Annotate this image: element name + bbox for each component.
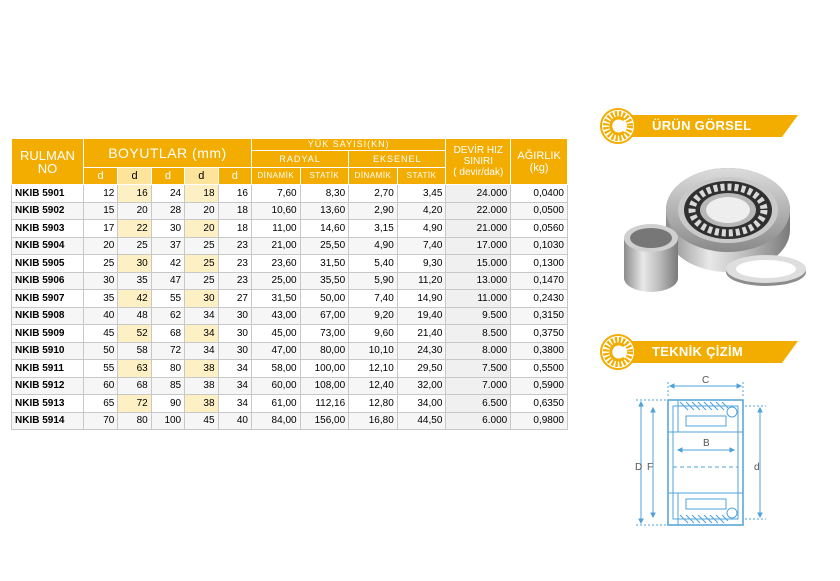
bearing-no-cell: NKIB 5914	[12, 412, 84, 430]
table-cell: 16	[218, 185, 251, 203]
table-row	[12, 202, 568, 220]
table-cell: 34	[185, 342, 218, 360]
table-cell: 17.000	[446, 237, 511, 255]
table-cell: 14,60	[300, 220, 349, 238]
dim-f-label: F	[647, 462, 654, 473]
table-row	[12, 237, 568, 255]
table-cell: 70	[83, 412, 117, 430]
table-cell: 0,6350	[511, 395, 568, 413]
header-yuk-sayisi: YÜK SAYISI(KN)	[251, 139, 445, 151]
table-cell: 61,00	[251, 395, 300, 413]
table-row	[12, 307, 568, 325]
table-cell: 21.000	[446, 220, 511, 238]
table-cell: 22	[118, 220, 151, 238]
table-cell: 35,50	[300, 272, 349, 290]
table-cell: 28	[151, 202, 184, 220]
table-cell: 34	[185, 325, 218, 343]
table-cell: 68	[118, 377, 151, 395]
table-cell: 15	[83, 202, 117, 220]
header-agirlik-line1: AĞIRLIK	[517, 149, 561, 162]
header-boyutlar: BOYUTLAR (mm)	[83, 139, 251, 168]
table-cell: 11,20	[397, 272, 446, 290]
header-devir-line2: SINIRI	[463, 156, 494, 167]
table-cell: 0,0500	[511, 202, 568, 220]
dim-d-upper-label: D	[635, 462, 643, 473]
header-radyal-statik: STATİK	[300, 168, 349, 185]
table-cell: 20	[118, 202, 151, 220]
table-cell: 18	[218, 220, 251, 238]
table-cell: 6.500	[446, 395, 511, 413]
table-cell: 20	[83, 237, 117, 255]
dim-d-lower-label: d	[754, 462, 760, 473]
table-cell: 67,00	[300, 307, 349, 325]
bearing-no-cell: NKIB 5901	[12, 185, 84, 203]
table-cell: 0,0560	[511, 220, 568, 238]
table-cell: 0,1470	[511, 272, 568, 290]
bearing-no-cell: NKIB 5911	[12, 360, 84, 378]
table-cell: 4,20	[397, 202, 446, 220]
teknik-cizim-banner	[598, 332, 798, 372]
table-cell: 20	[185, 220, 218, 238]
table-cell: 90	[151, 395, 184, 413]
header-d-5: d	[218, 168, 251, 185]
table-cell: 18	[218, 202, 251, 220]
table-cell: 23	[218, 237, 251, 255]
table-cell: 9,30	[397, 255, 446, 273]
table-cell: 34	[218, 395, 251, 413]
bearing-no-cell: NKIB 5912	[12, 377, 84, 395]
table-cell: 27	[218, 290, 251, 308]
table-cell: 23	[218, 272, 251, 290]
bearing-no-cell: NKIB 5908	[12, 307, 84, 325]
table-cell: 5,40	[349, 255, 398, 273]
table-cell: 9,20	[349, 307, 398, 325]
table-cell: 55	[83, 360, 117, 378]
table-row	[12, 255, 568, 273]
table-cell: 30	[218, 325, 251, 343]
table-cell: 23,60	[251, 255, 300, 273]
header-d-2: d	[118, 168, 151, 185]
table-cell: 30	[218, 342, 251, 360]
table-row	[12, 185, 568, 203]
table-cell: 24.000	[446, 185, 511, 203]
table-cell: 80	[151, 360, 184, 378]
bearing-no-cell: NKIB 5906	[12, 272, 84, 290]
header-radyal-dinamik: DİNAMİK	[251, 168, 300, 185]
table-row	[12, 395, 568, 413]
table-row	[12, 342, 568, 360]
table-cell: 108,00	[300, 377, 349, 395]
table-cell: 63	[118, 360, 151, 378]
header-eksenel-dinamik: DİNAMİK	[349, 168, 398, 185]
table-cell: 4,90	[397, 220, 446, 238]
table-cell: 0,1030	[511, 237, 568, 255]
table-row	[12, 272, 568, 290]
bearing-no-cell: NKIB 5913	[12, 395, 84, 413]
dim-c-label: C	[702, 375, 710, 386]
table-cell: 0,5900	[511, 377, 568, 395]
bearing-no-cell: NKIB 5902	[12, 202, 84, 220]
table-cell: 8.000	[446, 342, 511, 360]
table-cell: 10,10	[349, 342, 398, 360]
table-cell: 21,00	[251, 237, 300, 255]
table-cell: 62	[151, 307, 184, 325]
table-cell: 65	[83, 395, 117, 413]
table-cell: 30	[83, 272, 117, 290]
table-cell: 0,1300	[511, 255, 568, 273]
table-cell: 25	[83, 255, 117, 273]
table-cell: 13,60	[300, 202, 349, 220]
table-cell: 42	[118, 290, 151, 308]
table-cell: 12,80	[349, 395, 398, 413]
table-row	[12, 412, 568, 430]
table-cell: 19,40	[397, 307, 446, 325]
table-cell: 0,9800	[511, 412, 568, 430]
header-devir	[446, 139, 511, 185]
header-radyal: RADYAL	[251, 151, 348, 168]
table-row	[12, 325, 568, 343]
table-cell: 38	[185, 377, 218, 395]
dim-b-label: B	[703, 438, 710, 449]
table-cell: 60,00	[251, 377, 300, 395]
bearing-no-cell: NKIB 5909	[12, 325, 84, 343]
header-rulman-no	[12, 139, 84, 185]
table-cell: 100	[151, 412, 184, 430]
table-cell: 13.000	[446, 272, 511, 290]
table-cell: 16	[118, 185, 151, 203]
header-rulman: RULMAN	[19, 147, 75, 163]
table-cell: 6.000	[446, 412, 511, 430]
table-cell: 72	[151, 342, 184, 360]
table-cell: 17	[83, 220, 117, 238]
table-cell: 30	[185, 290, 218, 308]
table-cell: 29,50	[397, 360, 446, 378]
header-eksenel: EKSENEL	[349, 151, 446, 168]
table-cell: 73,00	[300, 325, 349, 343]
table-cell: 48	[118, 307, 151, 325]
table-cell: 15.000	[446, 255, 511, 273]
bearing-no-cell: NKIB 5907	[12, 290, 84, 308]
table-cell: 55	[151, 290, 184, 308]
table-cell: 32,00	[397, 377, 446, 395]
table-row	[12, 377, 568, 395]
table-cell: 20	[185, 202, 218, 220]
table-row	[12, 290, 568, 308]
header-eksenel-statik: STATİK	[397, 168, 446, 185]
table-cell: 45,00	[251, 325, 300, 343]
table-cell: 34,00	[397, 395, 446, 413]
header-d-1: d	[83, 168, 117, 185]
table-cell: 45	[83, 325, 117, 343]
table-cell: 16,80	[349, 412, 398, 430]
table-cell: 0,0400	[511, 185, 568, 203]
table-cell: 112,16	[300, 395, 349, 413]
table-body	[12, 185, 568, 430]
table-cell: 80,00	[300, 342, 349, 360]
table-cell: 14,90	[397, 290, 446, 308]
table-cell: 156,00	[300, 412, 349, 430]
table-cell: 10,60	[251, 202, 300, 220]
table-cell: 25,50	[300, 237, 349, 255]
table-cell: 25	[185, 237, 218, 255]
table-cell: 7,40	[397, 237, 446, 255]
table-cell: 18	[185, 185, 218, 203]
table-cell: 42	[151, 255, 184, 273]
table-cell: 43,00	[251, 307, 300, 325]
product-image	[616, 150, 811, 300]
table-cell: 23	[218, 255, 251, 273]
table-cell: 47	[151, 272, 184, 290]
table-cell: 44,50	[397, 412, 446, 430]
table-cell: 84,00	[251, 412, 300, 430]
header-devir-line1: DEVİR HIZ	[453, 145, 504, 156]
urun-gorsel-banner	[598, 106, 798, 146]
table-cell: 68	[151, 325, 184, 343]
table-cell: 4,90	[349, 237, 398, 255]
table-cell: 7.500	[446, 360, 511, 378]
table-cell: 8.500	[446, 325, 511, 343]
table-cell: 11,00	[251, 220, 300, 238]
table-cell: 12,40	[349, 377, 398, 395]
table-cell: 8,30	[300, 185, 349, 203]
table-cell: 45	[185, 412, 218, 430]
table-cell: 40	[218, 412, 251, 430]
bearing-no-cell: NKIB 5904	[12, 237, 84, 255]
table-cell: 60	[83, 377, 117, 395]
bearing-no-cell: NKIB 5910	[12, 342, 84, 360]
table-cell: 34	[218, 377, 251, 395]
table-cell: 12	[83, 185, 117, 203]
table-cell: 24	[151, 185, 184, 203]
header-d-3: d	[151, 168, 184, 185]
bearing-spec-table	[11, 138, 568, 430]
table-cell: 58	[118, 342, 151, 360]
table-cell: 3,45	[397, 185, 446, 203]
table-cell: 25	[185, 272, 218, 290]
table-cell: 12,10	[349, 360, 398, 378]
table-cell: 9.500	[446, 307, 511, 325]
table-cell: 3,15	[349, 220, 398, 238]
table-cell: 38	[185, 360, 218, 378]
table-cell: 25,00	[251, 272, 300, 290]
table-cell: 40	[83, 307, 117, 325]
table-cell: 0,3800	[511, 342, 568, 360]
table-cell: 2,70	[349, 185, 398, 203]
table-row	[12, 360, 568, 378]
header-devir-line3: ( devir/dak)	[453, 167, 504, 178]
table-cell: 31,50	[300, 255, 349, 273]
technical-drawing	[626, 372, 776, 542]
table-cell: 30	[218, 307, 251, 325]
table-cell: 35	[118, 272, 151, 290]
table-cell: 0,3150	[511, 307, 568, 325]
bearing-no-cell: NKIB 5903	[12, 220, 84, 238]
table-cell: 80	[118, 412, 151, 430]
table-cell: 7.000	[446, 377, 511, 395]
table-cell: 35	[83, 290, 117, 308]
table-cell: 100,00	[300, 360, 349, 378]
table-cell: 85	[151, 377, 184, 395]
bearing-ring-icon	[598, 106, 642, 146]
header-agirlik	[511, 139, 568, 185]
table-cell: 58,00	[251, 360, 300, 378]
table-cell: 25	[118, 237, 151, 255]
table-cell: 25	[185, 255, 218, 273]
table-cell: 24,30	[397, 342, 446, 360]
table-cell: 30	[118, 255, 151, 273]
table-cell: 2,90	[349, 202, 398, 220]
table-row	[12, 220, 568, 238]
table-cell: 30	[151, 220, 184, 238]
table-cell: 0,5500	[511, 360, 568, 378]
table-cell: 11.000	[446, 290, 511, 308]
header-d-4: d	[185, 168, 218, 185]
table-cell: 72	[118, 395, 151, 413]
bearing-no-cell: NKIB 5905	[12, 255, 84, 273]
table-cell: 38	[185, 395, 218, 413]
header-agirlik-line2: (kg)	[529, 161, 549, 174]
table-cell: 21,40	[397, 325, 446, 343]
table-cell: 52	[118, 325, 151, 343]
table-cell: 47,00	[251, 342, 300, 360]
table-cell: 50	[83, 342, 117, 360]
table-cell: 50,00	[300, 290, 349, 308]
urun-gorsel-title: ÜRÜN GÖRSEL	[652, 118, 752, 133]
teknik-cizim-title: TEKNİK ÇİZİM	[652, 344, 743, 359]
table-cell: 7,60	[251, 185, 300, 203]
table-cell: 22.000	[446, 202, 511, 220]
table-cell: 7,40	[349, 290, 398, 308]
table-cell: 34	[185, 307, 218, 325]
header-no: NO	[37, 160, 58, 176]
table-cell: 0,3750	[511, 325, 568, 343]
table-cell: 34	[218, 360, 251, 378]
bearing-ring-icon	[598, 332, 642, 372]
table-cell: 31,50	[251, 290, 300, 308]
table-cell: 37	[151, 237, 184, 255]
table-cell: 0,2430	[511, 290, 568, 308]
table-cell: 5,90	[349, 272, 398, 290]
table-cell: 9,60	[349, 325, 398, 343]
